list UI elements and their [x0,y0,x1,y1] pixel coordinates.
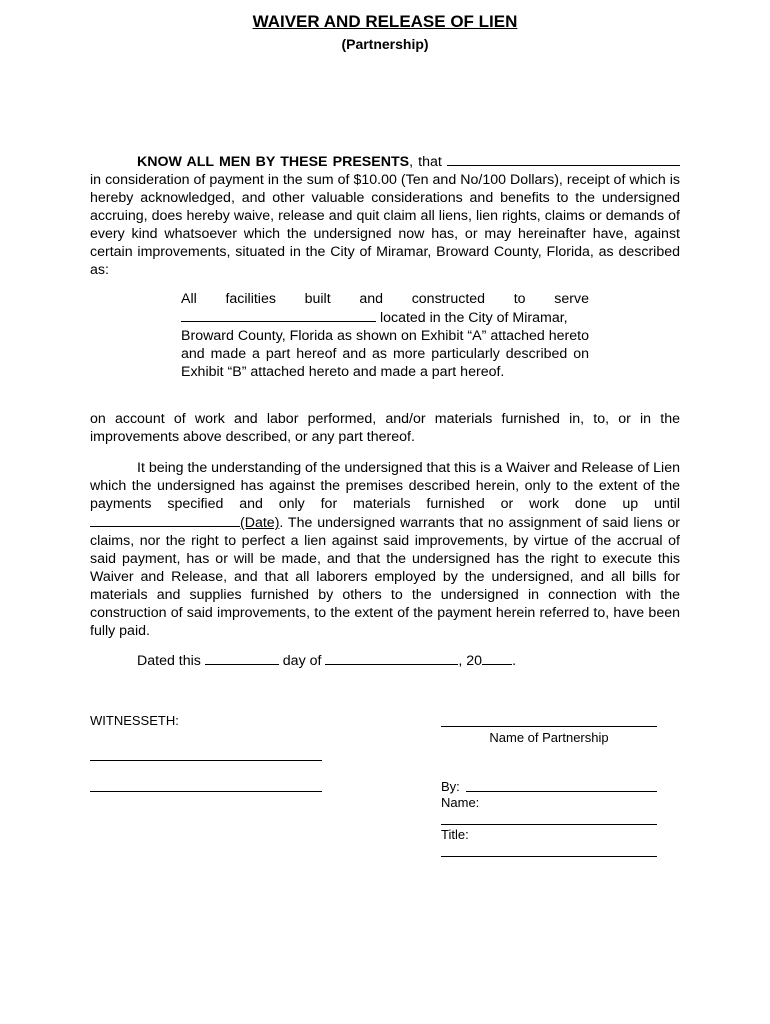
property-description [181,290,589,381]
partnership-name-line[interactable] [441,726,657,727]
name-label: Name: [441,795,480,810]
desc-word: facilities [225,291,276,307]
understanding-paragraph [90,459,680,640]
description-second-line [181,308,589,327]
by-label: By: [441,779,460,794]
witness-label: WITNESSETH: [90,713,179,728]
title-line[interactable] [441,856,657,857]
understanding-text: It being the understanding of the undersigned that this is a Waiver and Release of Lien which the undersigned has against the premises described herein, only to the extent of the payments specified and only for materials furnished or work done up until [90,460,680,512]
desc-word: built [304,291,331,307]
dated-suffix: . [512,653,517,669]
date-label: (Date) [240,515,280,531]
description-location: located in the City of Miramar, [376,310,568,326]
desc-word: and [359,291,384,307]
witness-signature-line-1[interactable] [90,760,322,761]
date-blank[interactable] [90,513,240,527]
grantor-name-blank[interactable] [447,152,680,166]
dated-line [137,651,516,669]
presents-paragraph [90,152,680,279]
document-title: WAIVER AND RELEASE OF LIEN [252,12,518,31]
desc-word: constructed [411,291,486,307]
presents-text: in consideration of payment in the sum of $10.00 (Ten and No/100 Dollars), receipt of which is hereby acknowledged, and other valuable considerations and benefits to the undersigned accruing, does hereby waive, release and quit claim all liens, lien rights, claims or demands of every kind whatsoever which the undersigned now has, or may hereinafter have, against certain improvements, situated in the City of Miramar, Broward County, Florida, as described as: [90,172,680,278]
desc-word: All [181,291,197,307]
name-line[interactable] [441,824,657,825]
day-of-label: day of [282,653,322,669]
year-blank[interactable] [482,651,512,665]
witness-signature-line-2[interactable] [90,791,322,792]
document-subtitle: (Partnership) [341,36,429,52]
by-signature-line[interactable] [466,791,657,792]
presents-lead-after: , that [409,154,442,170]
day-blank[interactable] [205,651,279,665]
description-first-line [181,290,589,308]
dated-prefix: Dated this [137,653,201,669]
title-label: Title: [441,827,469,842]
desc-word: to [513,291,526,307]
presents-lead: KNOW ALL MEN BY THESE PRESENTS [137,154,410,170]
account-paragraph: on account of work and labor performed, and/or materials furnished in, to, or in the improvements above described, or any part thereof. [90,411,680,445]
year-prefix: , 20 [458,653,483,669]
partnership-label: Name of Partnership [489,730,609,745]
desc-word: serve [554,291,589,307]
understanding-text-after: . The undersigned warrants that no assignment of said liens or claims, nor the right to perfect a lien against said improvements, by virtue of the accrual of said payment, has or will be made, and that the undersigned has the right to execute this Waiver and Release, and that all laborers employed by the undersigned, and all bills for materials and supplies furnished by others to the undersigned in connection with the construction of said improvements, to the extent of the payment herein referred to, have been fully paid. [90,515,680,639]
month-blank[interactable] [325,651,458,665]
description-rest: Broward County, Florida as shown on Exhibit “A” attached hereto and made a part hereof and as more particularly described on Exhibit “B” attached hereto and made a part hereof. [181,328,589,380]
facility-blank[interactable] [181,308,376,322]
